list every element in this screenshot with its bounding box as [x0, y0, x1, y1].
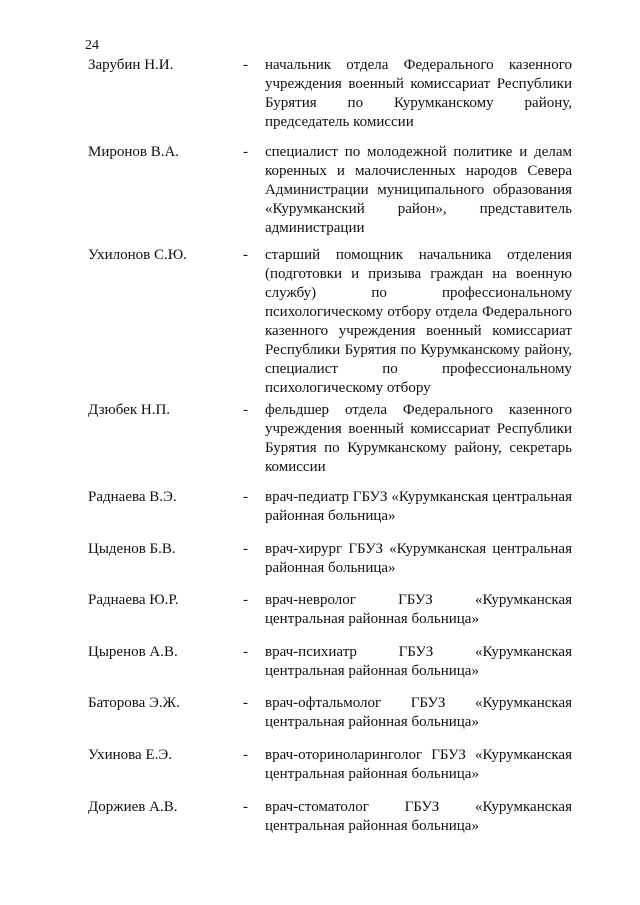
member-description: специалист по молодежной политике и делам коренных и малочисленных народов Севера Администрации муниципального образования «Курумканский район», представитель администрации [265, 144, 572, 236]
member-dash: - [243, 644, 248, 660]
member-dash: - [243, 592, 248, 608]
member-dash: - [243, 57, 248, 73]
member-name: Цыренов А.В. [88, 644, 178, 660]
member-description: фельдшер отдела Федерального казенного учреждения военный комиссариат Республики Бурятия по Курумканскому району, секретарь комиссии [265, 402, 572, 475]
member-description: врач-психиатр ГБУЗ «Курумканская центральная районная больница» [265, 644, 572, 679]
member-description: врач-хирург ГБУЗ «Курумканская центральная районная больница» [265, 541, 572, 576]
member-dash: - [243, 541, 248, 557]
member-dash: - [243, 799, 248, 815]
member-description: врач-офтальмолог ГБУЗ «Курумканская центральная районная больница» [265, 695, 572, 730]
member-dash: - [243, 247, 248, 263]
member-dash: - [243, 489, 248, 505]
member-name: Баторова Э.Ж. [88, 695, 180, 711]
member-name: Раднаева Ю.Р. [88, 592, 179, 608]
page-number: 24 [85, 38, 99, 53]
member-description: врач-невролог ГБУЗ «Курумканская центральная районная больница» [265, 592, 572, 627]
member-dash: - [243, 144, 248, 160]
member-description: старший помощник начальника отделения (подготовки и призыва граждан на военную службу) по профессиональному психологическому отбору отдела Федерального казенного учреждения военный комиссариат Республики Бурятия по Курумканскому району, специалист по профессиональному психологическому отбору [265, 247, 572, 396]
member-name: Ухилонов С.Ю. [88, 247, 187, 263]
member-name: Доржиев А.В. [88, 799, 178, 815]
member-description: врач-педиатр ГБУЗ «Курумканская центральная районная больница» [265, 489, 572, 524]
member-name: Зарубин Н.И. [88, 57, 174, 73]
member-description: начальник отдела Федерального казенного учреждения военный комиссариат Республики Бурятия по Курумканскому району, председатель комиссии [265, 57, 572, 130]
member-dash: - [243, 747, 248, 763]
member-name: Ухинова Е.Э. [88, 747, 173, 763]
member-name: Раднаева В.Э. [88, 489, 177, 505]
member-name: Дзюбек Н.П. [88, 402, 171, 418]
member-name: Миронов В.А. [88, 144, 180, 160]
member-dash: - [243, 402, 248, 418]
member-dash: - [243, 695, 248, 711]
member-description: врач-оториноларинголог ГБУЗ «Курумканская центральная районная больница» [265, 747, 572, 782]
member-name: Цыденов Б.В. [88, 541, 176, 557]
member-description: врач-стоматолог ГБУЗ «Курумканская центральная районная больница» [265, 799, 572, 834]
